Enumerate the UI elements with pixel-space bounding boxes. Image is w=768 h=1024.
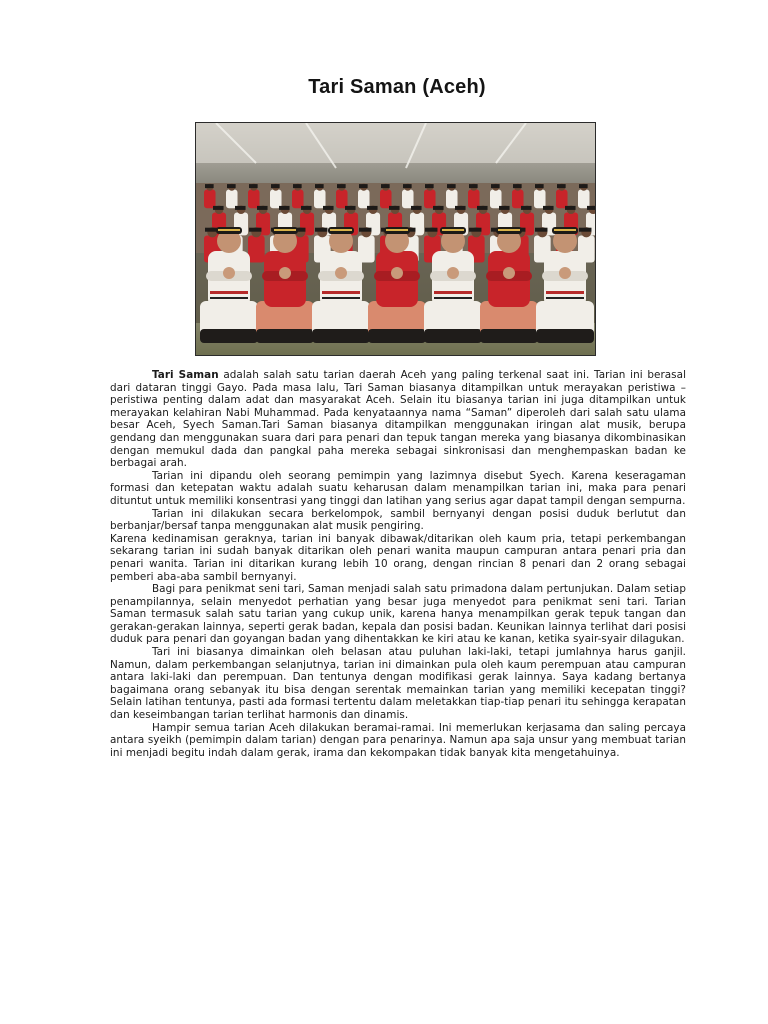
paragraph-7: Hampir semua tarian Aceh dilakukan beramai-ramai. Ini memerlukan kerjasama dan saling percaya antara syeikh (pemimpin dalam tarian) dengan para penarinya. Namun apa saja unsur yang membuat tarian ini menjadi begitu indah dalam gerak, irama dan kekompakan tidak banyak kita mengetahuinya. [110,721,686,759]
saman-dancers-photo [195,122,596,356]
paragraph-4: Karena kedinamisan geraknya, tarian ini banyak dibawak/ditarikan oleh kaum pria, tetapi perkembangan sekarang tarian ini sudah banyak ditarikan oleh penari wanita maupun campuran antara penari pria dan penari wanita. Tarian ini ditarikan kurang lebih 10 orang, dengan rincian 8 penari dan 2 orang sebagai pemberi aba-aba sambil bernyanyi. [110,532,686,583]
paragraph-5: Bagi para penikmat seni tari, Saman menjadi salah satu primadona dalam pertunjukan. Dalam setiap penampilannya, selain menyedot perhatian yang besar juga menyedot para penikmat seni tari. Tarian Saman termasuk salah satu tarian yang cukup unik, karena hanya menampilkan gerak tepuk tangan dan gerakan-gerakan lainnya, seperti gerak badan, kepala dan posisi badan. Keunikan lainnya terlihat dari posisi duduk para penari dan goyangan badan yang dihentakkan ke kiri atau ke kanan, ketika syair-syair dilagukan. [110,583,686,646]
page-title: Tari Saman (Aceh) [308,76,486,98]
paragraph-3: Tarian ini dilakukan secara berkelompok, sambil bernyanyi dengan posisi duduk berlutut dan berbanjar/bersaf tanpa menggunakan alat musik pengiring. [110,507,686,533]
paragraph-6: Tari ini biasanya dimainkan oleh belasan atau puluhan laki-laki, tetapi jumlahnya harus ganjil. Namun, dalam perkembangan selanjutnya, tarian ini dimainkan pula oleh kaum perempuan atau campuran antara laki-laki dan perempuan. Dan tentunya dengan modifikasi gerak lainnya. Saya kadang bertanya bagaimana orang sebanyak itu bisa dengan serentak memainkan tarian yang memiliki kecepatan tinggi? Selain latihan tentunya, pasti ada formasi tertentu dalam meletakkan tiap-tiap penari itu sehingga kerapatan dan keseimbangan tarian terlihat harmonis dan dinamis. [110,646,686,722]
paragraph-lead: Tari Saman [152,369,219,381]
paragraph-2: Tarian ini dipandu oleh seorang pemimpin yang lazimnya disebut Syech. Karena keseragaman formasi dan ketepatan waktu adalah suatu keharusan dalam menampilkan tarian ini, maka para penari dituntut untuk memiliki konsentrasi yang tinggi dan latihan yang serius agar dapat tampil dengan sempurna. [110,469,686,507]
paragraph-1: Tari Saman adalah salah satu tarian daerah Aceh yang paling terkenal saat ini. Tarian ini berasal dari dataran tinggi Gayo. Pada masa lalu, Tari Saman biasanya ditampilkan untuk merayakan peristiwa – peristiwa penting dalam adat dan masyarakat Aceh. Selain itu biasanya tarian ini juga ditampilkan untuk merayakan kelahiran Nabi Muhammad. Pada kenyataannya nama “Saman” diperoleh dari salah satu ulama besar Aceh, Syech Saman.Tari Saman biasanya ditampilkan menggunakan iringan alat musik, berupa gendang dan menggunakan suara dari para penari dan tepuk tangan mereka yang biasanya dikombinasikan dengan memukul dada dan pangkal paha mereka sebagai sinkronisasi dan menghempaskan badan ke berbagai arah. [110,369,687,470]
article-body [110,369,686,759]
